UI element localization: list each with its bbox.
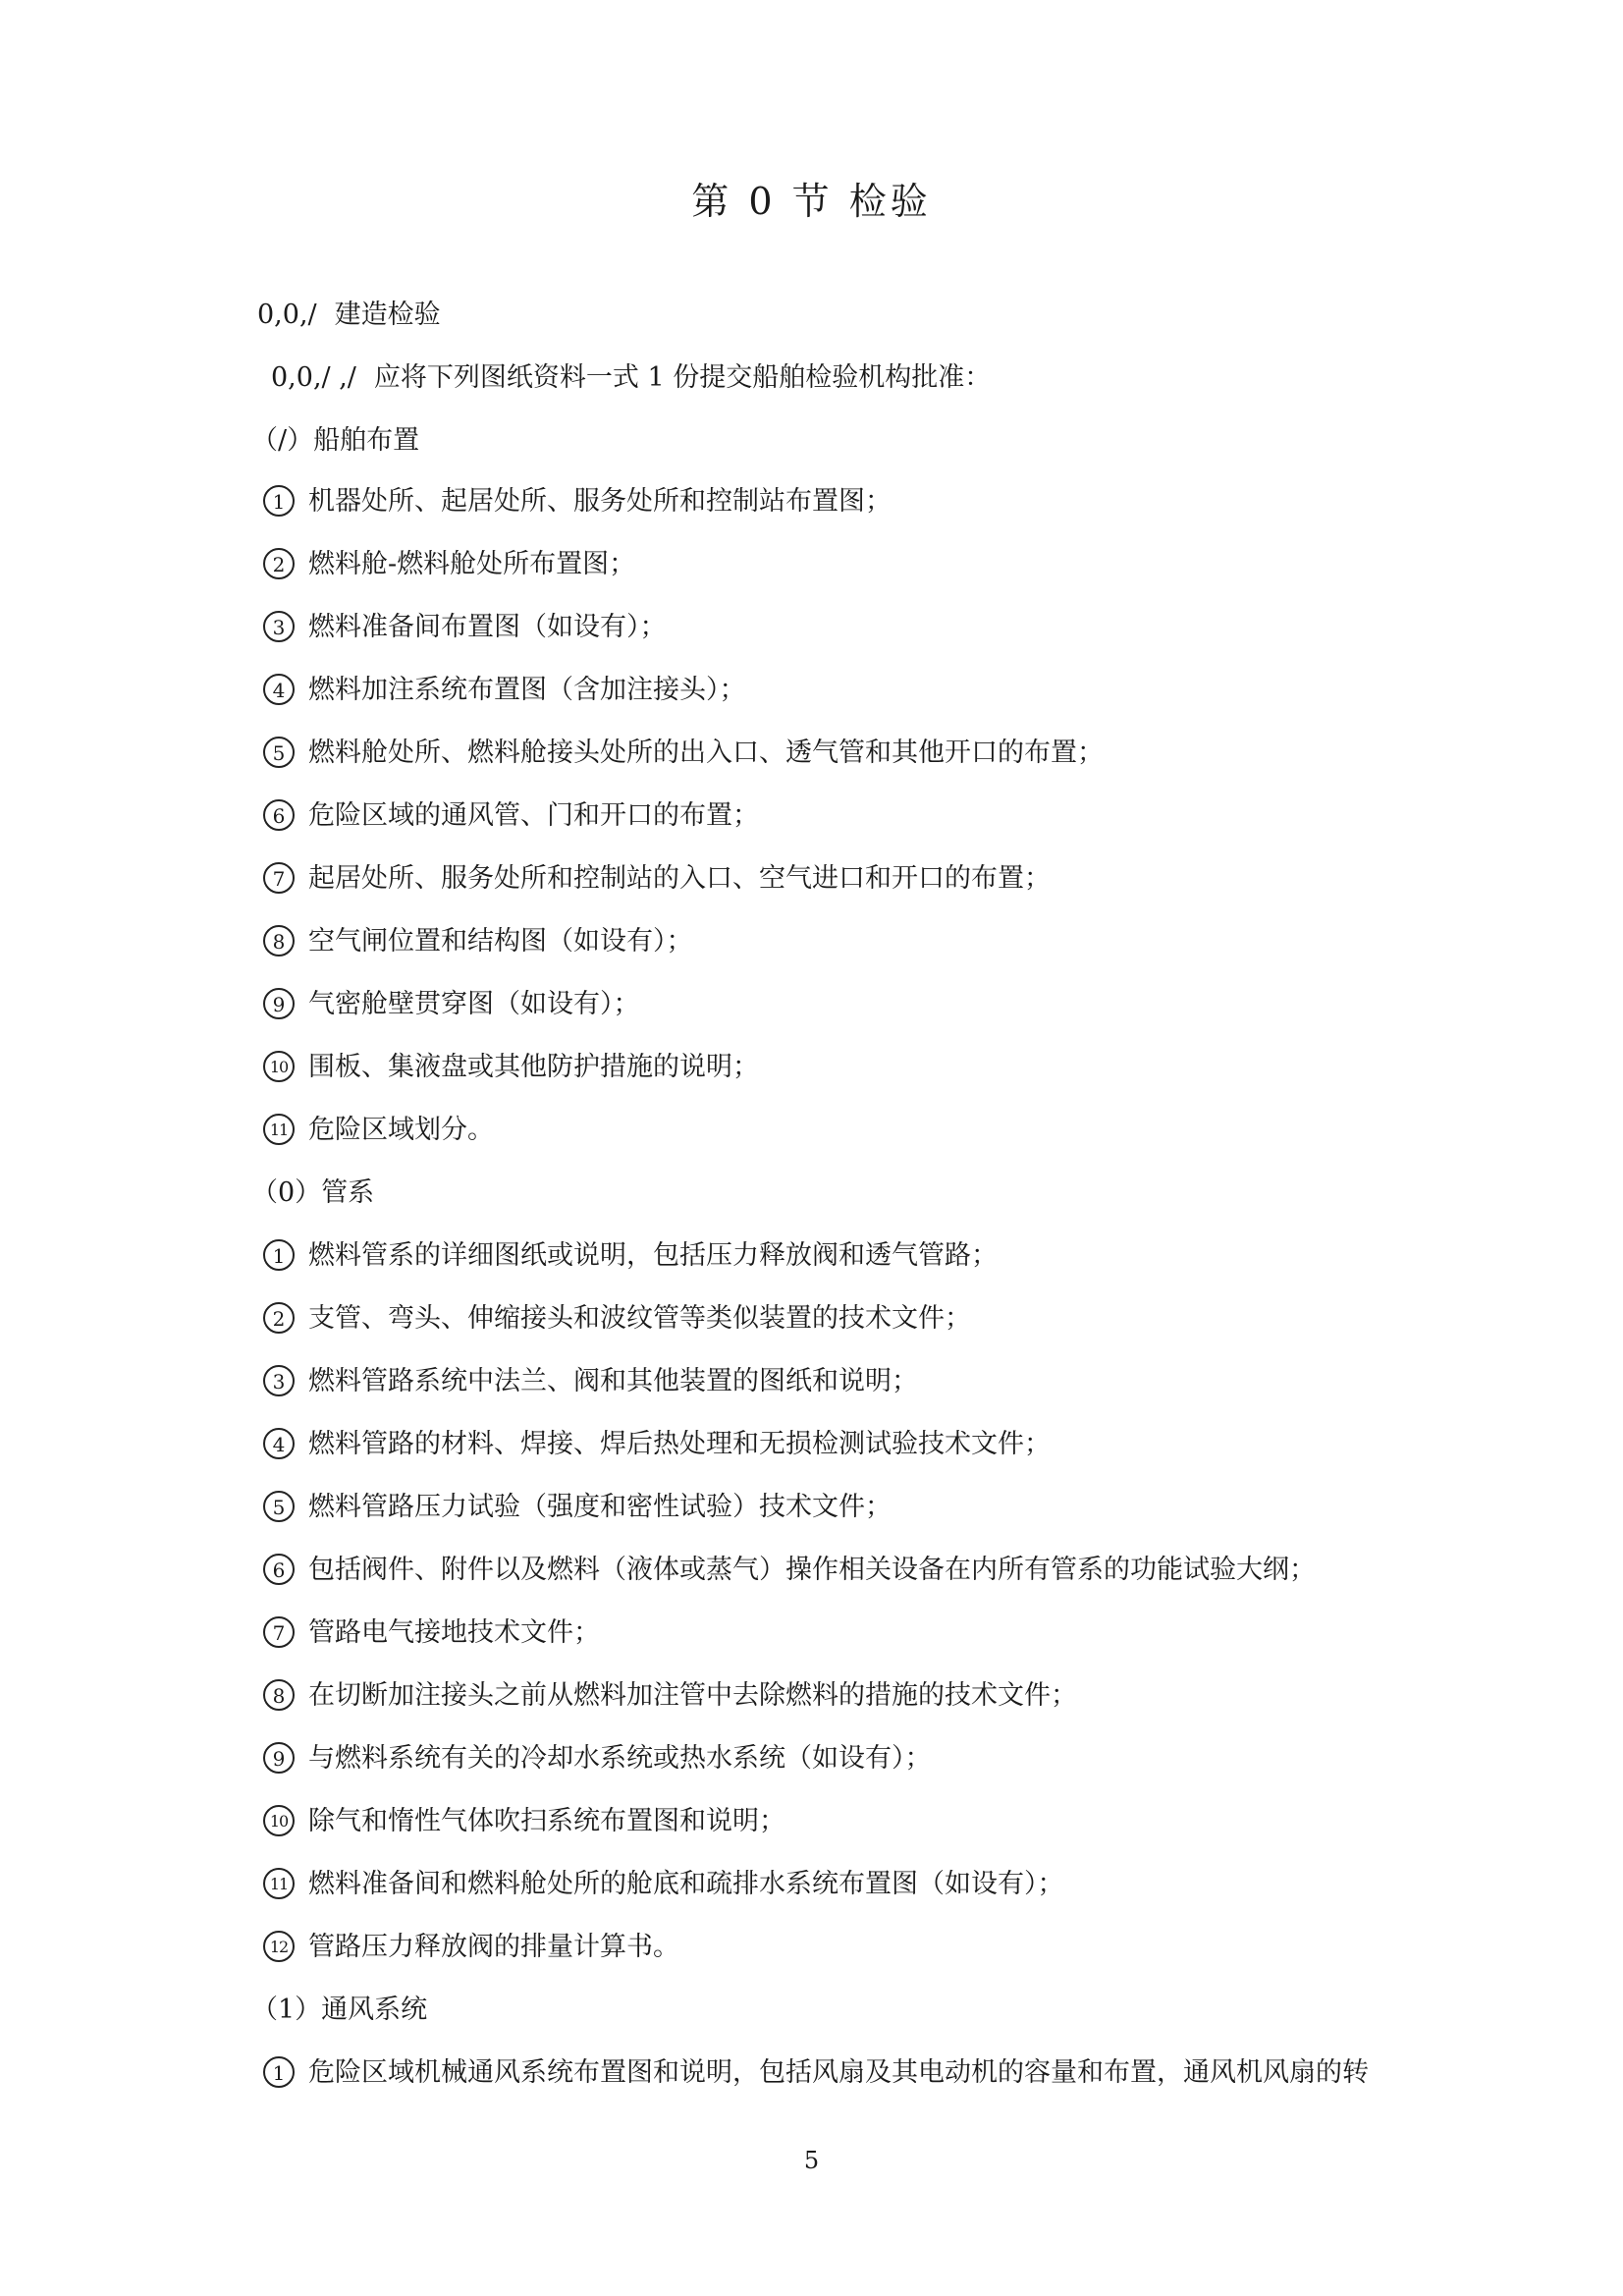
circled-number: 10: [263, 1805, 295, 1836]
circled-number: 8: [263, 925, 295, 957]
list-item: [263, 1489, 892, 1526]
list-item-text: 燃料舱处所、燃料舱接头处所的出入口、透气管和其他开口的布置；: [308, 738, 1104, 768]
list-item: [263, 672, 746, 709]
list-item: [263, 1552, 1316, 1589]
list-item: [263, 1237, 998, 1275]
list-item-text: 包括阀件、附件以及燃料（液体或蒸气）操作相关设备在内所有管系的功能试验大纲；: [308, 1555, 1316, 1585]
list-item-text: 与燃料系统有关的冷却水系统或热水系统（如设有）；: [308, 1743, 932, 1774]
list-item-text: 燃料准备间布置图（如设有）；: [308, 612, 667, 642]
section-label: （/）船舶布置: [251, 425, 420, 456]
list-item: [263, 1112, 494, 1149]
list-item-text: 支管、弯头、伸缩接头和波纹管等类似装置的技术文件；: [308, 1303, 971, 1334]
list-item: [263, 923, 693, 960]
list-item: [263, 735, 1104, 772]
list-item-text: 围板、集液盘或其他防护措施的说明；: [308, 1052, 759, 1082]
circled-number: 12: [263, 1931, 295, 1962]
subheading-line: [271, 359, 991, 397]
list-item-text: 燃料管路的材料、焊接、焊后热处理和无损检测试验技术文件；: [308, 1429, 1051, 1459]
circled-number: 3: [263, 1365, 295, 1396]
list-item: [263, 986, 640, 1023]
section-title: 第 0 节 检验: [691, 180, 932, 223]
list-item: [263, 1866, 1064, 1903]
list-item-text: 在切断加注接头之前从燃料加注管中去除燃料的措施的技术文件；: [308, 1680, 1077, 1711]
circled-number: 9: [263, 988, 295, 1019]
list-item-text: 燃料舱-燃料舱处所布置图；: [308, 549, 636, 579]
list-item-text: 管路压力释放阀的排量计算书。: [308, 1932, 679, 1962]
list-item: [263, 1677, 1077, 1715]
list-item-text: 危险区域划分。: [308, 1115, 494, 1145]
circled-number: 7: [263, 862, 295, 894]
list-item-text: 气密舱壁贯穿图（如设有）；: [308, 989, 640, 1019]
circled-number: 9: [263, 1742, 295, 1774]
list-item: [263, 609, 667, 646]
list-item-text: 起居处所、服务处所和控制站的入口、空气进口和开口的布置；: [308, 863, 1051, 894]
heading-text: 建造检验: [334, 300, 441, 330]
list-item-text: 危险区域的通风管、门和开口的布置；: [308, 800, 759, 831]
list-item-text: 危险区域机械通风系统布置图和说明，包括风扇及其电动机的容量和布置，通风机风扇的转: [308, 2057, 1369, 2088]
circled-number: 11: [263, 1868, 295, 1899]
circled-number: 3: [263, 611, 295, 642]
section-label: （1）通风系统: [251, 1995, 428, 2025]
circled-number: 6: [263, 799, 295, 831]
list-item-text: 燃料准备间和燃料舱处所的舱底和疏排水系统布置图（如设有）；: [308, 1869, 1064, 1899]
circled-number: 1: [263, 485, 295, 517]
circled-number: 2: [263, 548, 295, 579]
list-item: [263, 546, 635, 583]
list-item: [263, 1614, 600, 1652]
circled-number: 10: [263, 1051, 295, 1082]
list-item: [263, 1740, 932, 1777]
list-item-text: 燃料管系的详细图纸或说明，包括压力释放阀和透气管路；: [308, 1240, 998, 1271]
heading-line: [257, 297, 441, 334]
circled-number: 5: [263, 1491, 295, 1522]
list-item: [263, 1049, 759, 1086]
list-item: [263, 1426, 1051, 1463]
subheading-number: 0,0,/ ,/: [271, 362, 356, 393]
circled-number: 2: [263, 1302, 295, 1334]
page-number: 5: [803, 2147, 820, 2174]
circled-number: 11: [263, 1114, 295, 1145]
heading-number: 0,0,/: [257, 300, 317, 330]
list-item: [263, 2054, 1369, 2092]
circled-number: 5: [263, 737, 295, 768]
circled-number: 7: [263, 1616, 295, 1648]
list-item-text: 空气闸位置和结构图（如设有）；: [308, 926, 693, 957]
section-label: （0）管系: [251, 1177, 375, 1208]
circled-number: 1: [263, 2056, 295, 2088]
circled-number: 4: [263, 674, 295, 705]
list-item-text: 燃料管路系统中法兰、阀和其他装置的图纸和说明；: [308, 1366, 918, 1396]
list-item-text: 燃料加注系统布置图（含加注接头）；: [308, 675, 746, 705]
list-item: [263, 797, 759, 835]
list-item: [263, 483, 892, 520]
list-item: [263, 1363, 918, 1400]
circled-number: 4: [263, 1428, 295, 1459]
circled-number: 1: [263, 1239, 295, 1271]
circled-number: 6: [263, 1554, 295, 1585]
subheading-text: 应将下列图纸资料一式 1 份提交船舶检验机构批准：: [373, 362, 992, 393]
list-item-text: 机器处所、起居处所、服务处所和控制站布置图；: [308, 486, 892, 517]
list-item-text: 管路电气接地技术文件；: [308, 1617, 600, 1648]
list-item-text: 燃料管路压力试验（强度和密性试验）技术文件；: [308, 1492, 892, 1522]
circled-number: 8: [263, 1679, 295, 1711]
list-item: [263, 1929, 679, 1966]
list-item: [263, 860, 1051, 898]
list-item: [263, 1803, 785, 1840]
list-item: [263, 1300, 971, 1338]
list-item-text: 除气和惰性气体吹扫系统布置图和说明；: [308, 1806, 785, 1836]
